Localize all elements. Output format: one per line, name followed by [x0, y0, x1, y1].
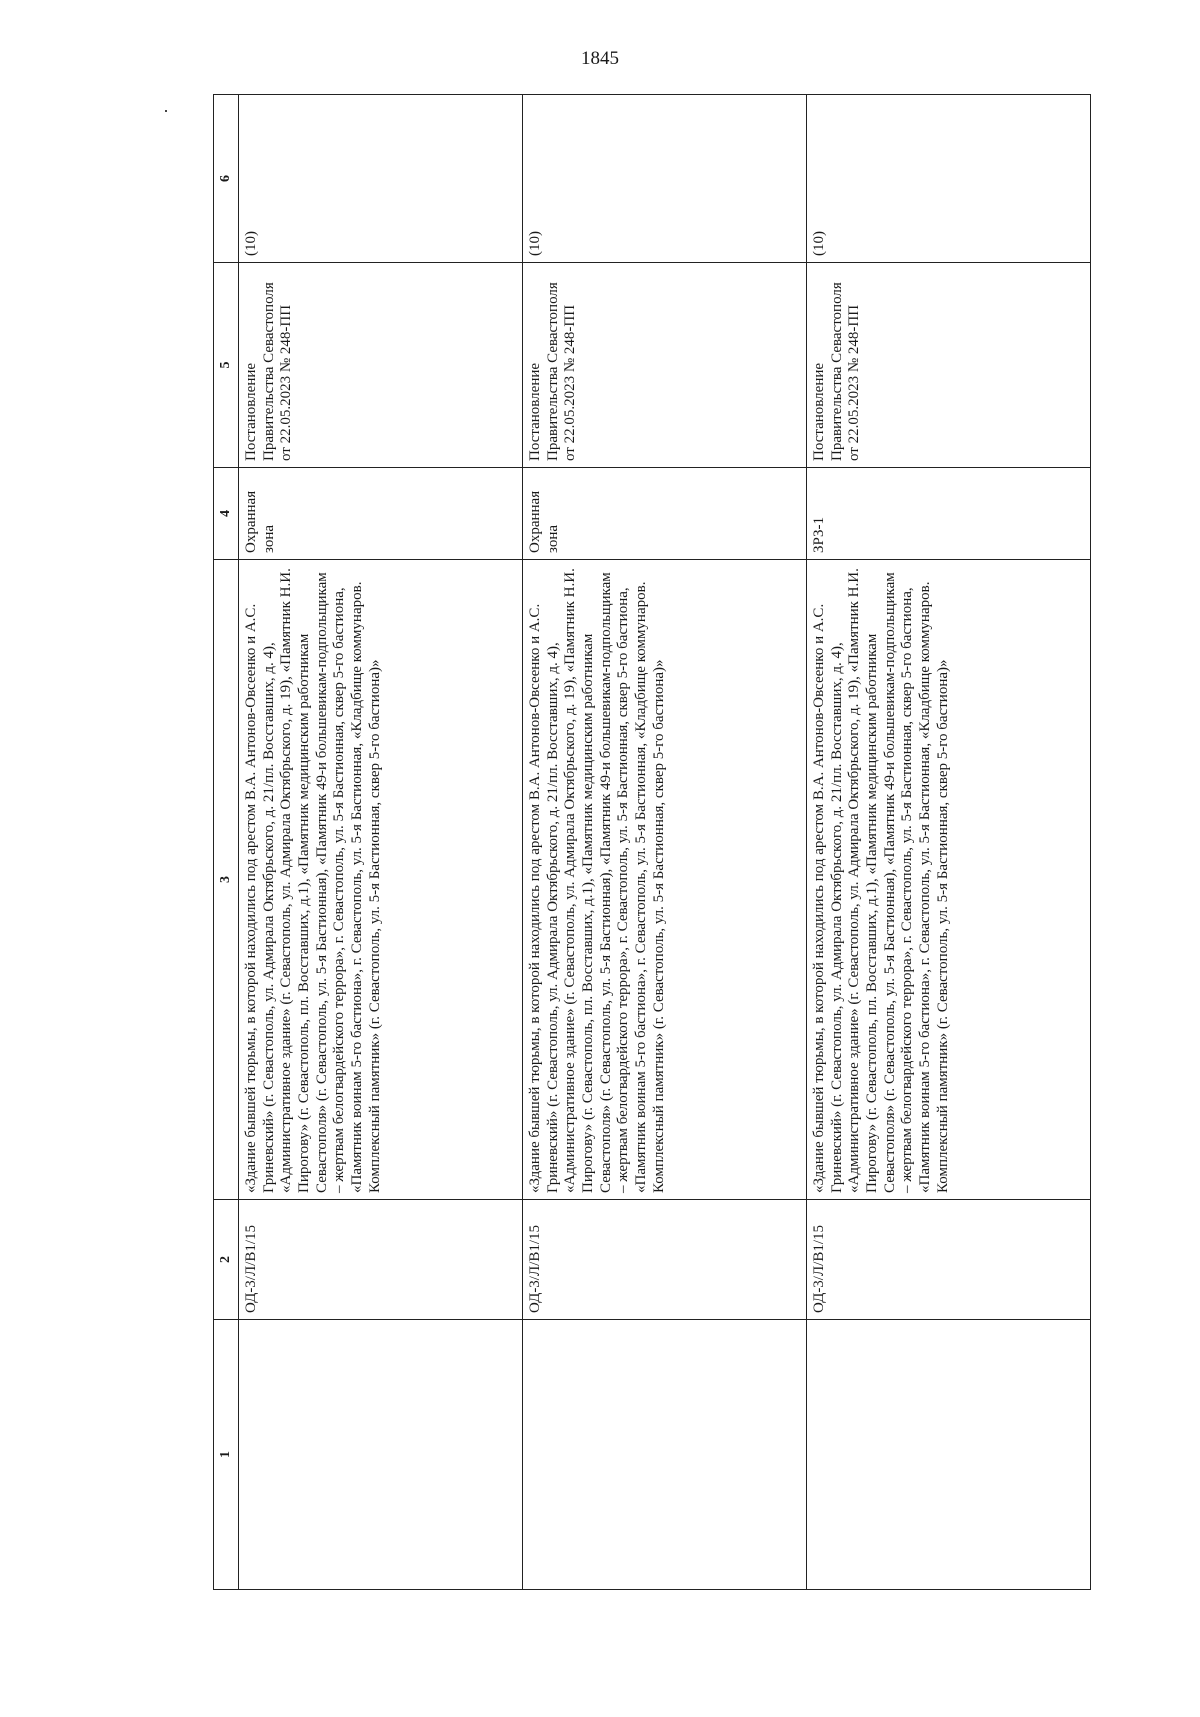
column-header-3: 3 [214, 560, 239, 1200]
registry-table [213, 94, 1091, 1590]
table-row [523, 95, 807, 1590]
page-number: 1845 [581, 48, 619, 69]
column-header-1: 1 [214, 1320, 239, 1590]
document-reference-cell: Постановление Правительства Севастополя от 22.05.2023 № 248-ПП [239, 263, 523, 468]
document-reference-cell: Постановление Правительства Севастополя от 22.05.2023 № 248-ПП [807, 263, 1091, 468]
document-reference-cell: Постановление Правительства Севастополя от 22.05.2023 № 248-ПП [523, 263, 807, 468]
note-cell: (10) [807, 95, 1091, 263]
zone-type-cell: Охранная зона [239, 468, 523, 560]
note-cell: (10) [523, 95, 807, 263]
object-code-cell: ОД-3/Л/В1/15 [239, 1200, 523, 1320]
column-header-4: 4 [214, 468, 239, 560]
table-row [239, 95, 523, 1590]
row-number-cell [807, 1320, 1091, 1590]
rotated-table-container [213, 95, 1083, 1590]
column-header-2: 2 [214, 1200, 239, 1320]
object-description-cell: «Здание бывшей тюрьмы, в которой находились под арестом В.А. Антонов-Овсеенко и А.С. Гриневский» (г. Севастополь, ул. Адмирала Октябрьского, д. 21/пл. Восставших, д. 4), «Административное здание» (г. Севастополь, ул. Адмирала Октябрьского, д. 19), «Памятник Н.И. Пирогову» (г. Севастополь, пл. Восставших, д.1), «Памятник медицинским работникам Севастополя» (г. Севастополь, ул. 5-я Бастионная), «Памятник 49-и большевикам-подпольщикам – жертвам белогвардейского террора», г. Севастополь, ул. 5-я Бастионная, сквер 5-го бастиона, «Памятник воинам 5-го бастиона», г. Севастополь, ул. 5-я Бастионная, «Кладбище коммунаров. Комплексный памятник» (г. Севастополь, ул. 5-я Бастионная, сквер 5-го бастиона)» [523, 560, 807, 1200]
note-cell: (10) [239, 95, 523, 263]
table-row [807, 95, 1091, 1590]
row-number-cell [239, 1320, 523, 1590]
zone-type-cell: ЗРЗ-1 [807, 468, 1091, 560]
header-row [214, 95, 239, 1590]
zone-type-cell: Охранная зона [523, 468, 807, 560]
object-description-cell: «Здание бывшей тюрьмы, в которой находились под арестом В.А. Антонов-Овсеенко и А.С. Гриневский» (г. Севастополь, ул. Адмирала Октябрьского, д. 21/пл. Восставших, д. 4), «Административное здание» (г. Севастополь, ул. Адмирала Октябрьского, д. 19), «Памятник Н.И. Пирогову» (г. Севастополь, пл. Восставших, д.1), «Памятник медицинским работникам Севастополя» (г. Севастополь, ул. 5-я Бастионная), «Памятник 49-и большевикам-подпольщикам – жертвам белогвардейского террора», г. Севастополь, ул. 5-я Бастионная, сквер 5-го бастиона, «Памятник воинам 5-го бастиона», г. Севастополь, ул. 5-я Бастионная, «Кладбище коммунаров. Комплексный памятник» (г. Севастополь, ул. 5-я Бастионная, сквер 5-го бастиона)» [807, 560, 1091, 1200]
column-header-6: 6 [214, 95, 239, 263]
object-description-cell: «Здание бывшей тюрьмы, в которой находились под арестом В.А. Антонов-Овсеенко и А.С. Гриневский» (г. Севастополь, ул. Адмирала Октябрьского, д. 21/пл. Восставших, д. 4), «Административное здание» (г. Севастополь, ул. Адмирала Октябрьского, д. 19), «Памятник Н.И. Пирогову» (г. Севастополь, пл. Восставших, д.1), «Памятник медицинским работникам Севастополя» (г. Севастополь, ул. 5-я Бастионная), «Памятник 49-и большевикам-подпольщикам – жертвам белогвардейского террора», г. Севастополь, ул. 5-я Бастионная, сквер 5-го бастиона, «Памятник воинам 5-го бастиона», г. Севастополь, ул. 5-я Бастионная, «Кладбище коммунаров. Комплексный памятник» (г. Севастополь, ул. 5-я Бастионная, сквер 5-го бастиона)» [239, 560, 523, 1200]
object-code-cell: ОД-3/Л/В1/15 [523, 1200, 807, 1320]
scan-speck [165, 110, 167, 112]
column-header-5: 5 [214, 263, 239, 468]
object-code-cell: ОД-3/Л/В1/15 [807, 1200, 1091, 1320]
row-number-cell [523, 1320, 807, 1590]
